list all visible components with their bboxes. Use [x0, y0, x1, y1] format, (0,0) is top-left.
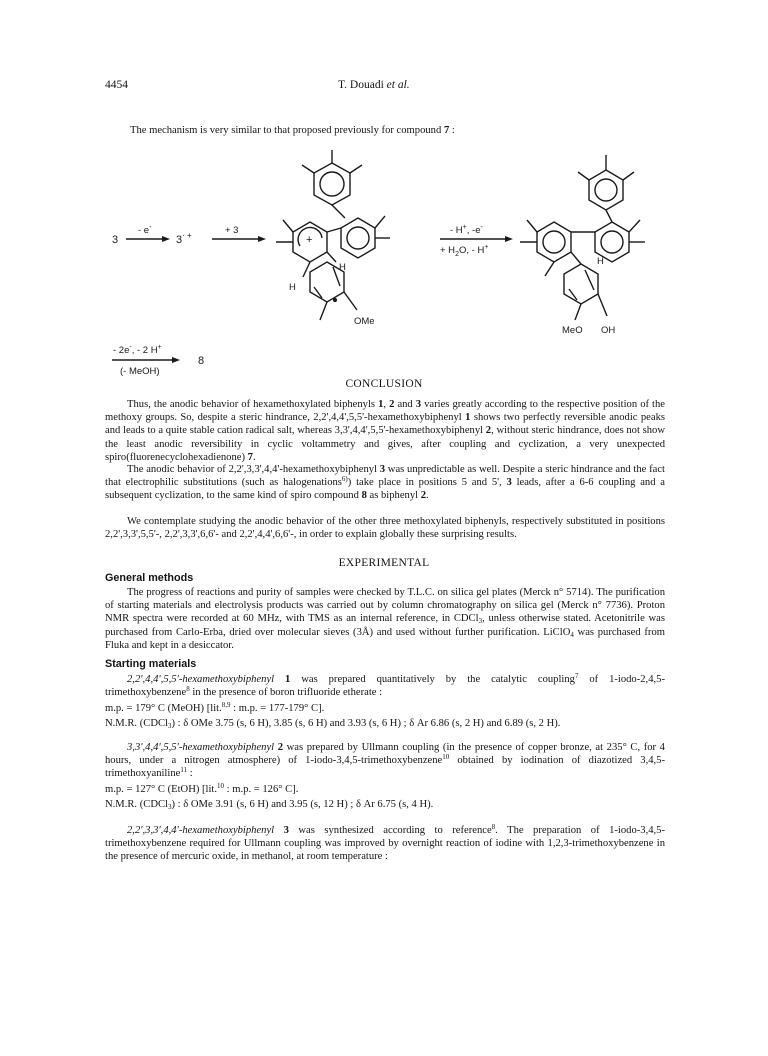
ome-label: OMe	[354, 316, 375, 327]
arrow-1-head	[162, 236, 170, 242]
compound-1-nmr: N.M.R. (CDCl$_3$) : δ OMe 3.75 (s, 6 H), 3.85 (s, 6 H) and 3.93 (s, 6 H) ; δ Ar 6.86 (s, 2 H) and 6.89 (s, 2 H).	[105, 718, 561, 730]
general-methods-heading: General methods	[105, 572, 194, 584]
compound-2-nmr: N.M.R. (CDCl$_3$) : δ OMe 3.91 (s, 6 H) and 3.95 (s, 12 H) ; δ Ar 6.75 (s, 4 H).	[105, 799, 434, 811]
h-label-1: H	[339, 262, 346, 273]
oh-label: OH	[601, 325, 616, 336]
intro-tail: :	[449, 125, 455, 136]
conclusion-paragraph-2: The anodic behavior of 2,2',3,3',4,4'-hexamethoxybiphenyl 3 was unpredictable as well. Despite a steric hindrance and the fact that electrophilic substitutions (such as halogenations$^{6)}$) take place in positions 5 and 5', 3 leads, after a 6-6 coupling and a subsequent cyclization, to the same kind of spiro compound 8 as biphenyl 2.	[105, 464, 665, 502]
ring-dienone	[564, 264, 598, 304]
running-title-author: T. Douadi	[338, 79, 384, 91]
compound-2-paragraph: 3,3',4,4',5,5'-hexamethoxybiphenyl 2 was prepared by Ullmann coupling (in the presence of copper bronze, at 235° C, for 4 hours, under a nitrogen atmosphere) of 1-iodo-3,4,5-trimethoxybenzene$^{10}$ obtained by iodination of diazotized 3,4,5-trimethoxyaniline$^{11}$ :	[105, 742, 665, 780]
h-label-3: H	[597, 256, 604, 267]
general-methods-paragraph: The progress of reactions and purity of samples were checked by T.L.C. on silica gel plates (Merck n° 5714). The purification of starting materials and electrolysis products was carried out by column chromatography on silica gel (Merck n° 7736). Proton NMR spectra were recorded at 60 MHz, with TMS as an internal reference, in CDCl$_3$, unless otherwise stated. Acetonitrile was purchased from Carlo-Erba, dried over molecular sieves (3Å) and used without further purification. LiClO$_4$ was purchased from Fluka and kept in a desiccator.	[105, 587, 665, 651]
arrow-3-top-label: - H+, -e-	[450, 224, 483, 236]
arrow-3-bottom-label: + $H_2O$, - H+	[440, 244, 489, 258]
conclusion-heading: CONCLUSION	[345, 378, 423, 390]
cation-plus: +	[306, 234, 313, 246]
structure-intermediate	[276, 150, 390, 327]
scheme-start-compound: 3	[112, 234, 119, 246]
ring-top-right	[589, 170, 623, 210]
running-title-etal: et al.	[386, 79, 410, 91]
arrow-3-head	[505, 236, 513, 242]
starting-materials-heading: Starting materials	[105, 658, 197, 670]
scheme-product: 8	[198, 355, 205, 367]
conclusion-paragraph-3: We contemplate studying the anodic behavior of the other three methoxylated biphenyls, respectively substituted in positions 2,2',3,3',5,5'-, 2,2',3,3',6,6'- and 2,2',4,4',6,6'-, in order to explain globally these surprising results.	[105, 516, 665, 541]
h-label-2: H	[289, 282, 296, 293]
structure-spiro	[520, 155, 645, 336]
arrow-2-head	[258, 236, 266, 242]
meo-label: MeO	[562, 325, 583, 336]
running-title	[338, 79, 410, 91]
scheme-intermediate: 3· +	[176, 231, 192, 246]
compound-3-paragraph: 2,2',3,3',4,4'-hexamethoxybiphenyl 3 was synthesized according to reference$^8$. The preparation of 1-iodo-3,4,5-trimethoxybenzene required for Ullmann coupling was improved by overnight reaction of iodine with 1,2,3-trimethoxybenzene in the presence of mercuric oxide, in methanol, at room temperature :	[105, 823, 665, 863]
arrow-2-label: + 3	[225, 225, 239, 236]
conclusion-paragraph-1: Thus, the anodic behavior of hexamethoxylated biphenyls 1, 2 and 3 varies greatly according to the respective position of the methoxy groups. So, despite a steric hindrance, 2,2',4,4',5,5'-hexamethoxybiphenyl 1 shows two perfectly reversible anodic peaks and leads to a quite stable cation radical salt, whereas 3,3',4,4',5,5'-hexamethoxybiphenyl 2, without steric hindrance, does not show the least anodic reversibility in cyclic voltammetry and gives, after coupling and cyclization, a very unexpected spiro(fluorenecyclohexadienone) 7.	[105, 399, 666, 463]
intro-compound: 7	[443, 125, 450, 136]
ring-mid-right	[341, 218, 375, 258]
reaction-scheme	[0, 140, 768, 390]
compound-2-mp: m.p. = 127° C (EtOH) [lit.$^{10}$ : m.p. = 126° C].	[105, 782, 299, 795]
compound-1-paragraph: 2,2',4,4',5,5'-hexamethoxybiphenyl 1 was prepared quantitatively by the catalytic coupling$^7$ of 1-iodo-2,4,5-trimethoxybenzene$^8$ in the presence of boron trifluoride etherate :	[105, 672, 665, 699]
intro-line	[130, 124, 690, 137]
arrow-4-top-label: - 2e-, - 2 H+	[113, 344, 162, 356]
page-number: 4454	[105, 79, 128, 91]
arrow-4-head	[172, 357, 180, 363]
arrow-1-label: - e-	[138, 224, 152, 236]
compound-1-mp: m.p. = 179° C (MeOH) [lit.$^{8,9}$ : m.p. = 177-179° C].	[105, 701, 325, 714]
intro-text: The mechanism is very similar to that proposed previously for compound	[130, 125, 444, 136]
ring-left-product	[537, 222, 571, 262]
experimental-heading: EXPERIMENTAL	[338, 557, 430, 569]
arrow-4-bottom-label: (- MeOH)	[120, 366, 160, 377]
